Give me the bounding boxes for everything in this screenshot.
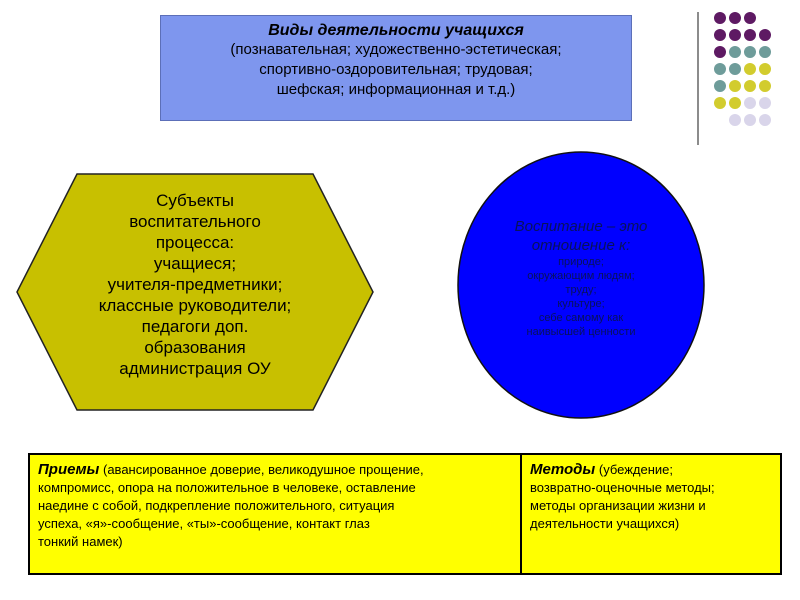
methods-line: возвратно-оценочные методы; [530, 480, 715, 495]
decorative-dot [714, 80, 726, 92]
activity-types-line: (познавательная; художественно-эстетическая; [230, 41, 562, 58]
hexagon-line: учащиеся; [153, 254, 237, 273]
circle-title-line: отношение к: [531, 237, 631, 254]
circle-line: труду; [565, 284, 597, 296]
hexagon-line: воспитательного [129, 212, 261, 231]
decorative-dot [759, 97, 771, 109]
circle-line: наивысшей ценности [526, 326, 636, 338]
activity-types-line: шефская; информационная и т.д.) [276, 81, 516, 98]
circle-line: культуре; [557, 298, 605, 310]
techniques-methods-table [28, 453, 782, 575]
techniques-line: (авансированное доверие, великодушное прощение, [103, 462, 424, 477]
decorative-dot [744, 80, 756, 92]
hexagon-line: администрация ОУ [119, 359, 271, 378]
hexagon-line: классные руководители; [98, 296, 292, 315]
techniques-cell [30, 455, 522, 573]
decorative-dot-grid [712, 12, 772, 132]
decorative-dot [729, 63, 741, 75]
hexagon-line: образования [144, 338, 246, 357]
techniques-line: успеха, «я»-сообщение, «ты»-сообщение, контакт глаз [38, 516, 370, 531]
decorative-dot [759, 46, 771, 58]
hexagon-line: учителя-предметники; [107, 275, 283, 294]
decorative-dot [714, 97, 726, 109]
circle-title-line: Воспитание – это [514, 218, 648, 235]
circle-line: себе самому как [538, 312, 624, 324]
activity-types-line: спортивно-оздоровительная; трудовая; [259, 61, 533, 78]
activity-types-box [160, 15, 632, 121]
decorative-dot [729, 12, 741, 24]
techniques-line: тонкий намек) [38, 534, 123, 549]
decorative-dot [744, 29, 756, 41]
methods-heading: Методы [530, 461, 596, 478]
techniques-line: компромисс, опора на положительное в человеке, оставление [38, 480, 416, 495]
decorative-dot [744, 63, 756, 75]
decorative-dot [729, 114, 741, 126]
hexagon-line: процесса: [155, 233, 235, 252]
decorative-dot [729, 80, 741, 92]
decorative-dot [744, 12, 756, 24]
methods-cell [522, 455, 780, 573]
decorative-dot [759, 114, 771, 126]
decorative-dot [729, 97, 741, 109]
hexagon-line: Субъекты [156, 191, 234, 210]
subjects-hexagon-text [15, 190, 375, 379]
methods-line: деятельности учащихся) [530, 516, 680, 531]
decorative-dot [714, 63, 726, 75]
decorative-divider [697, 12, 699, 145]
circle-line: природе; [558, 256, 604, 268]
decorative-dot [759, 29, 771, 41]
methods-line: (убеждение; [598, 462, 674, 477]
decorative-dot [729, 46, 741, 58]
techniques-line: наедине с собой, подкрепление положительного, ситуация [38, 498, 395, 513]
decorative-dot [714, 12, 726, 24]
decorative-dot [759, 63, 771, 75]
upbringing-circle-text [476, 217, 686, 339]
decorative-dot [744, 114, 756, 126]
methods-line: методы организации жизни и [530, 498, 706, 513]
decorative-dot [744, 97, 756, 109]
decorative-dot [759, 80, 771, 92]
decorative-dot [729, 29, 741, 41]
decorative-dot [744, 46, 756, 58]
activity-types-title: Виды деятельности учащихся [268, 22, 524, 39]
techniques-heading: Приемы [38, 461, 100, 478]
decorative-dot [714, 46, 726, 58]
circle-line: окружающим людям; [527, 270, 635, 282]
decorative-dot [714, 29, 726, 41]
hexagon-line: педагоги доп. [141, 317, 249, 336]
